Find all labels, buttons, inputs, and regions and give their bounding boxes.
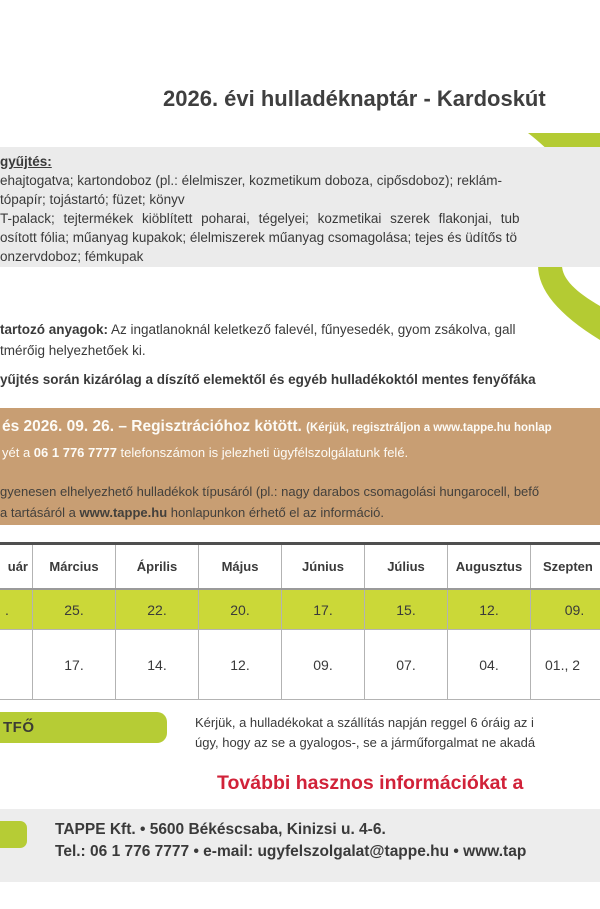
date-cell: 25. [33,590,116,629]
month-header: Június [282,545,365,588]
registration-dates-line [2,418,552,436]
tappe-logo-icon [0,821,27,848]
registration-note-text: (Kérjük, regisztráljon a www.tappe.hu honlap [306,422,552,434]
date-cell: 14. [116,630,199,699]
further-info-text: További hasznos információkat a [217,772,524,794]
date-cell: 04. [448,630,531,699]
website-url: www.tappe.hu [79,505,168,520]
phone-number: 06 1 776 7777 [33,445,117,460]
phone-line-pre: yét a [2,445,34,460]
green-waste-line [0,322,516,337]
date-cell: 17. [33,630,116,699]
collection-text-line: tópapír; tojástartó; füzet; könyv [0,192,185,207]
date-cell: 17. [282,590,365,629]
date-cell: 12. [448,590,531,629]
collection-day-badge [0,712,167,743]
date-cell: 15. [365,590,448,629]
date-cell: 20. [199,590,282,629]
placement-note-line: úgy, hogy az se a gyalogos-, se a járműforgalmat ne akadá [195,735,536,750]
calendar-green-row [0,590,600,630]
date-cell: 01., 2 [545,656,581,673]
waste-types-line: gyenesen elhelyezhető hulladékok típusáról (pl.: nagy darabos csomagolási hungarocell, befő [0,484,540,499]
month-header: Július [365,545,448,588]
registration-banner [0,408,600,525]
collection-text-line: ehajtogatva; kartondoboz (pl.: élelmiszer, kozmetikum doboza, cipősdoboz); reklám- [0,173,502,188]
green-waste-text: Az ingatlanoknál keletkező falevél, fűnyesedék, gyom zsákolva, gall [108,322,516,337]
website-line [0,505,384,520]
page-title: 2026. évi hulladéknaptár - Kardoskút [163,86,546,111]
collection-calendar-table [0,542,600,700]
website-line-pre: a tartásáról a [0,505,80,520]
green-waste-label: tartozó anyagok: [0,322,109,337]
month-header: Március [33,545,116,588]
month-header: Augusztus [448,545,531,588]
website-line-post: honlapunkon érhető el az információ. [167,505,384,520]
registration-main-text: és 2026. 09. 26. – Regisztrációhoz kötött. [2,418,302,435]
collection-text-line: onzervdoboz; fémkupak [0,249,144,264]
date-cell: 07. [365,630,448,699]
christmas-tree-line: yűjtés során kizárólag a díszítő elemektől és egyéb hulladékoktól mentes fenyőfáka [0,372,536,387]
selective-collection-box [0,147,600,267]
footer [0,809,600,882]
footer-contacts: Tel.: 06 1 776 7777 • e-mail: ugyfelszolgalat@tappe.hu • www.tap [55,843,527,860]
green-waste-line: tmérőig helyezhetőek ki. [0,343,146,358]
date-cell: 09. [531,590,600,629]
phone-line [2,445,408,460]
month-header: uár [0,545,33,588]
collection-text-line: T-palack; tejtermékek kiöblített poharai, tégelyei; kozmetikai szerek flakonjai, tub [0,211,520,226]
date-cell: 09. [282,630,365,699]
date-cell: 12. [199,630,282,699]
month-header: Április [116,545,199,588]
calendar-white-row [0,630,600,700]
month-header: Május [199,545,282,588]
phone-line-post: telefonszámon is jelezheti ügyfélszolgálatunk felé. [116,445,409,460]
collection-day-label: TFŐ [3,719,35,736]
collection-text-line: osított fólia; műanyag kupakok; élelmiszerek műanyag csomagolása; tejes és üdítős tö [0,230,518,245]
date-cell: 22. [116,590,199,629]
section-heading: gyűjtés: [0,154,52,169]
calendar-header-row [0,545,600,590]
date-cell: . [0,590,33,629]
placement-note [195,713,535,753]
month-header: Szepten [543,559,593,574]
placement-note-line: Kérjük, a hulladékokat a szállítás napján reggel 6 óráig az i [195,715,534,730]
date-cell [0,630,33,699]
footer-address: TAPPE Kft. • 5600 Békéscsaba, Kinizsi u. 4-6. [55,821,386,838]
